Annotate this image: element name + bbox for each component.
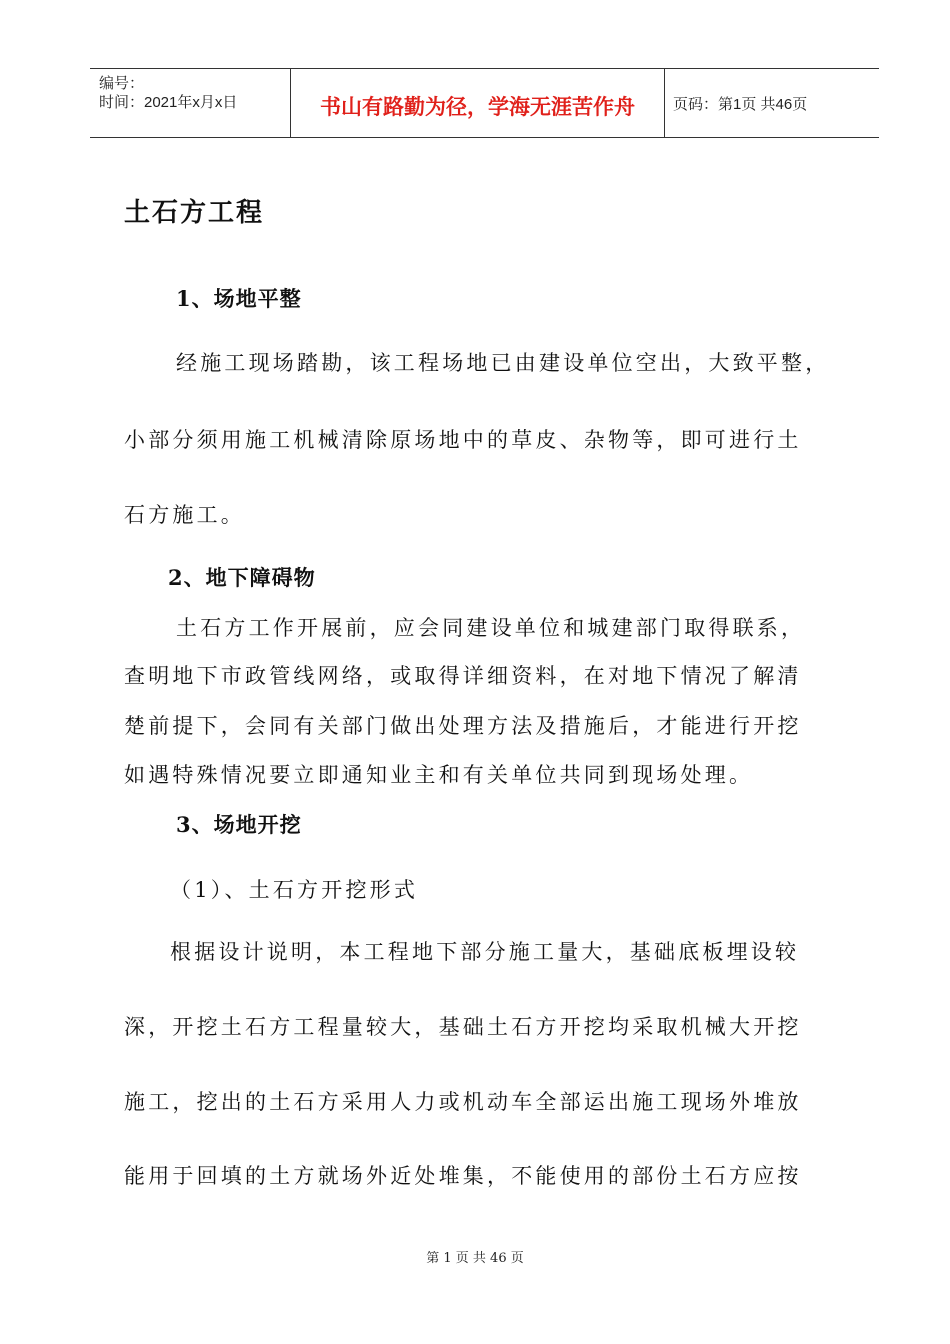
page-header <box>90 68 879 138</box>
section2-heading: 2、地下障碍物 <box>168 565 316 590</box>
motto-text: 书山有路勤为径，学海无涯苦作舟 <box>320 95 635 119</box>
section1-line: 小部分须用施工机械清除原场地中的草皮、杂物等，即可进行土 <box>124 428 802 452</box>
page-info: 页码：第1页 共46页 <box>673 96 808 113</box>
section1-line: 石方施工。 <box>124 503 245 527</box>
time-label: 时间：2021年x月x日 <box>99 94 238 111</box>
section3-subheading: （1）、土石方开挖形式 <box>170 878 419 902</box>
section2-line: 楚前提下，会同有关部门做出处理方法及措施后，才能进行开挖 <box>124 714 802 738</box>
header-motto-cell <box>290 69 665 137</box>
section2-line: 如遇特殊情况要立即通知业主和有关单位共同到现场处理。 <box>124 763 754 787</box>
page-footer: 第 1 页 共 46 页 <box>426 1251 524 1266</box>
section3-line: 深，开挖土石方工程量较大，基础土石方开挖均采取机械大开挖 <box>124 1015 802 1039</box>
section3-heading: 3、场地开挖 <box>176 812 302 837</box>
number-label: 编号： <box>99 75 145 92</box>
header-meta-cell <box>90 69 290 137</box>
section3-line: 能用于回填的土方就场外近处堆集，不能使用的部份土石方应按 <box>124 1164 802 1188</box>
document-title: 土石方工程 <box>124 198 265 228</box>
section3-line: 施工，挖出的土石方采用人力或机动车全部运出施工现场外堆放 <box>124 1090 802 1114</box>
section2-line: 土石方工作开展前，应会同建设单位和城建部门取得联系， <box>176 616 806 640</box>
section1-line: 经施工现场踏勘，该工程场地已由建设单位空出，大致平整， <box>176 351 830 375</box>
section2-line: 查明地下市政管线网络，或取得详细资料，在对地下情况了解清 <box>124 664 802 688</box>
section1-heading: 1、场地平整 <box>176 286 302 311</box>
header-page-cell <box>664 69 879 137</box>
section3-line: 根据设计说明，本工程地下部分施工量大，基础底板埋设较 <box>170 940 800 964</box>
